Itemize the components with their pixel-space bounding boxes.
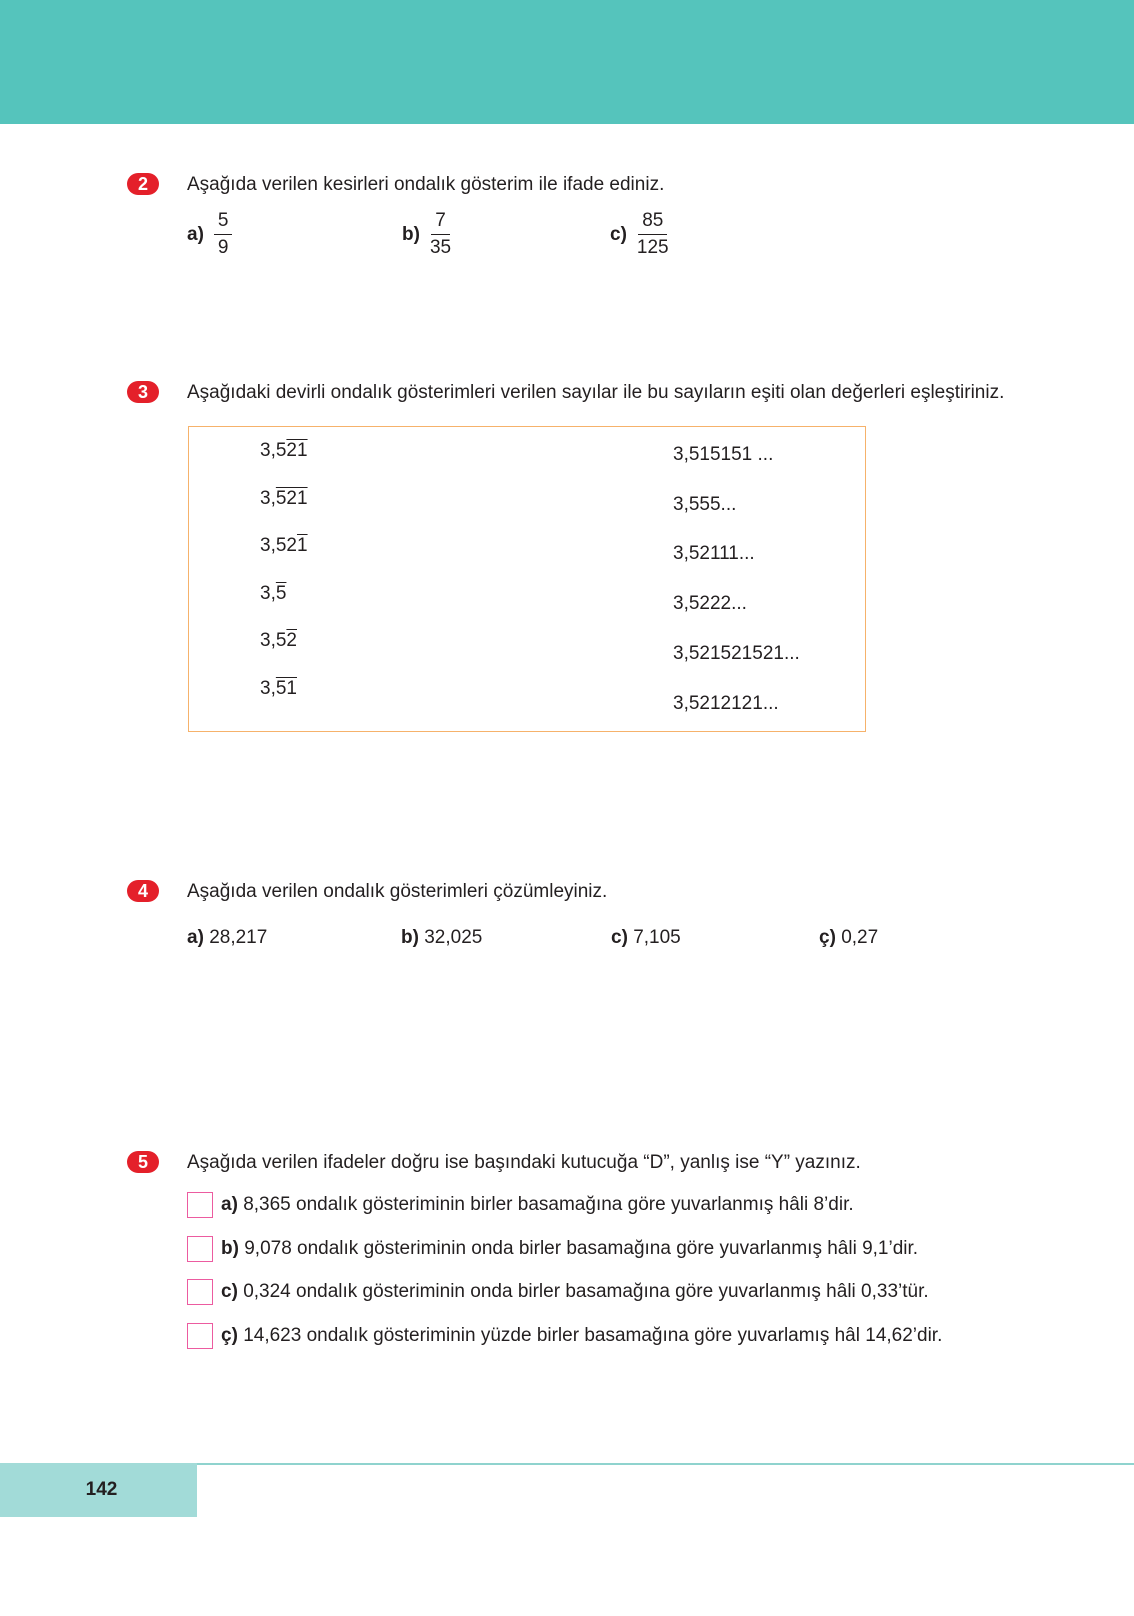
statement-row bbox=[187, 1279, 929, 1305]
denominator: 35 bbox=[429, 237, 452, 258]
statement-row bbox=[187, 1192, 854, 1218]
label: c) bbox=[610, 223, 627, 245]
repeating-decimal bbox=[260, 583, 286, 605]
item-a bbox=[187, 927, 267, 949]
repeating-decimal bbox=[260, 535, 308, 557]
label: b) bbox=[221, 1237, 239, 1259]
base: 3, bbox=[260, 582, 276, 604]
label: a) bbox=[187, 223, 204, 245]
decimal-value: 3,52111... bbox=[673, 543, 755, 565]
base: 3, bbox=[260, 677, 276, 699]
item-c bbox=[611, 927, 681, 949]
question-5-text: Aşağıda verilen ifadeler doğru ise başındaki kutucuğa “D”, yanlış ise “Y” yazınız. bbox=[187, 1152, 861, 1173]
question-number-2: 2 bbox=[127, 173, 159, 195]
value: 32,025 bbox=[424, 927, 483, 948]
repeating-decimal bbox=[260, 440, 308, 462]
denominator: 125 bbox=[636, 237, 669, 258]
repeating-decimal bbox=[260, 630, 297, 652]
value: 28,217 bbox=[209, 927, 268, 948]
question-4-text: Aşağıda verilen ondalık gösterimleri çözümleyiniz. bbox=[187, 881, 608, 902]
repeating-part: 51 bbox=[275, 677, 297, 699]
label: a) bbox=[187, 927, 204, 948]
answer-box[interactable] bbox=[187, 1323, 213, 1349]
base: 3,52 bbox=[260, 535, 297, 556]
header-band bbox=[0, 0, 1134, 124]
page-number: 142 bbox=[0, 1463, 197, 1517]
statement-row bbox=[187, 1236, 918, 1262]
question-number-5: 5 bbox=[127, 1151, 159, 1173]
base: 3,5 bbox=[260, 630, 287, 651]
decimal-value: 3,521521521... bbox=[673, 642, 800, 664]
repeating-part: 521 bbox=[275, 487, 308, 509]
statement-row bbox=[187, 1323, 942, 1349]
answer-box[interactable] bbox=[187, 1279, 213, 1305]
repeating-decimal bbox=[260, 488, 308, 510]
question-number-4: 4 bbox=[127, 880, 159, 902]
statement-text: 8,365 ondalık gösteriminin birler basamağına göre yuvarlanmış hâli 8’dir. bbox=[243, 1194, 854, 1215]
label: c) bbox=[221, 1281, 238, 1303]
question-3-text: Aşağıdaki devirli ondalık gösterimleri verilen sayılar ile bu sayıların eşiti olan değerleri eşleştiriniz. bbox=[187, 382, 1005, 403]
question-number-3: 3 bbox=[127, 381, 159, 403]
numerator: 7 bbox=[431, 210, 450, 235]
label: ç) bbox=[819, 927, 836, 948]
label: ç) bbox=[221, 1325, 238, 1347]
footer-line bbox=[197, 1463, 1134, 1465]
statement-text: 14,623 ondalık gösteriminin yüzde birler basamağına göre yuvarlamış hâl 14,62’dir. bbox=[243, 1325, 943, 1347]
decimal-value: 3,515151 ... bbox=[673, 444, 774, 465]
label: b) bbox=[402, 223, 420, 245]
decimal-value: 3,555... bbox=[673, 493, 737, 515]
answer-box[interactable] bbox=[187, 1192, 213, 1218]
fraction-a bbox=[187, 210, 232, 259]
item-b bbox=[401, 927, 482, 949]
statement-text: 9,078 ondalık gösteriminin onda birler basamağına göre yuvarlanmış hâli 9,1’dir. bbox=[244, 1237, 919, 1259]
decimal-value: 3,5212121... bbox=[673, 692, 779, 714]
base: 3, bbox=[260, 487, 276, 509]
repeating-part: 2 bbox=[286, 630, 297, 651]
repeating-part: 1 bbox=[296, 535, 308, 556]
item-cc bbox=[819, 927, 878, 949]
denominator: 9 bbox=[217, 237, 229, 258]
label: c) bbox=[611, 927, 628, 948]
decimal-value: 3,5222... bbox=[673, 593, 747, 615]
fraction-c bbox=[610, 210, 669, 259]
value: 7,105 bbox=[633, 927, 681, 948]
repeating-part: 21 bbox=[286, 440, 308, 461]
repeating-part: 5 bbox=[275, 582, 287, 604]
numerator: 85 bbox=[638, 210, 667, 235]
numerator: 5 bbox=[214, 210, 233, 235]
fraction-b bbox=[402, 210, 451, 259]
label: a) bbox=[221, 1194, 238, 1215]
base: 3,5 bbox=[260, 440, 287, 461]
value: 0,27 bbox=[841, 927, 879, 948]
question-2-text: Aşağıda verilen kesirleri ondalık gösterim ile ifade ediniz. bbox=[187, 174, 665, 195]
answer-box[interactable] bbox=[187, 1236, 213, 1262]
repeating-decimal bbox=[260, 678, 297, 700]
statement-text: 0,324 ondalık gösteriminin onda birler basamağına göre yuvarlanmış hâli 0,33’tür. bbox=[243, 1281, 929, 1303]
label: b) bbox=[401, 927, 419, 948]
